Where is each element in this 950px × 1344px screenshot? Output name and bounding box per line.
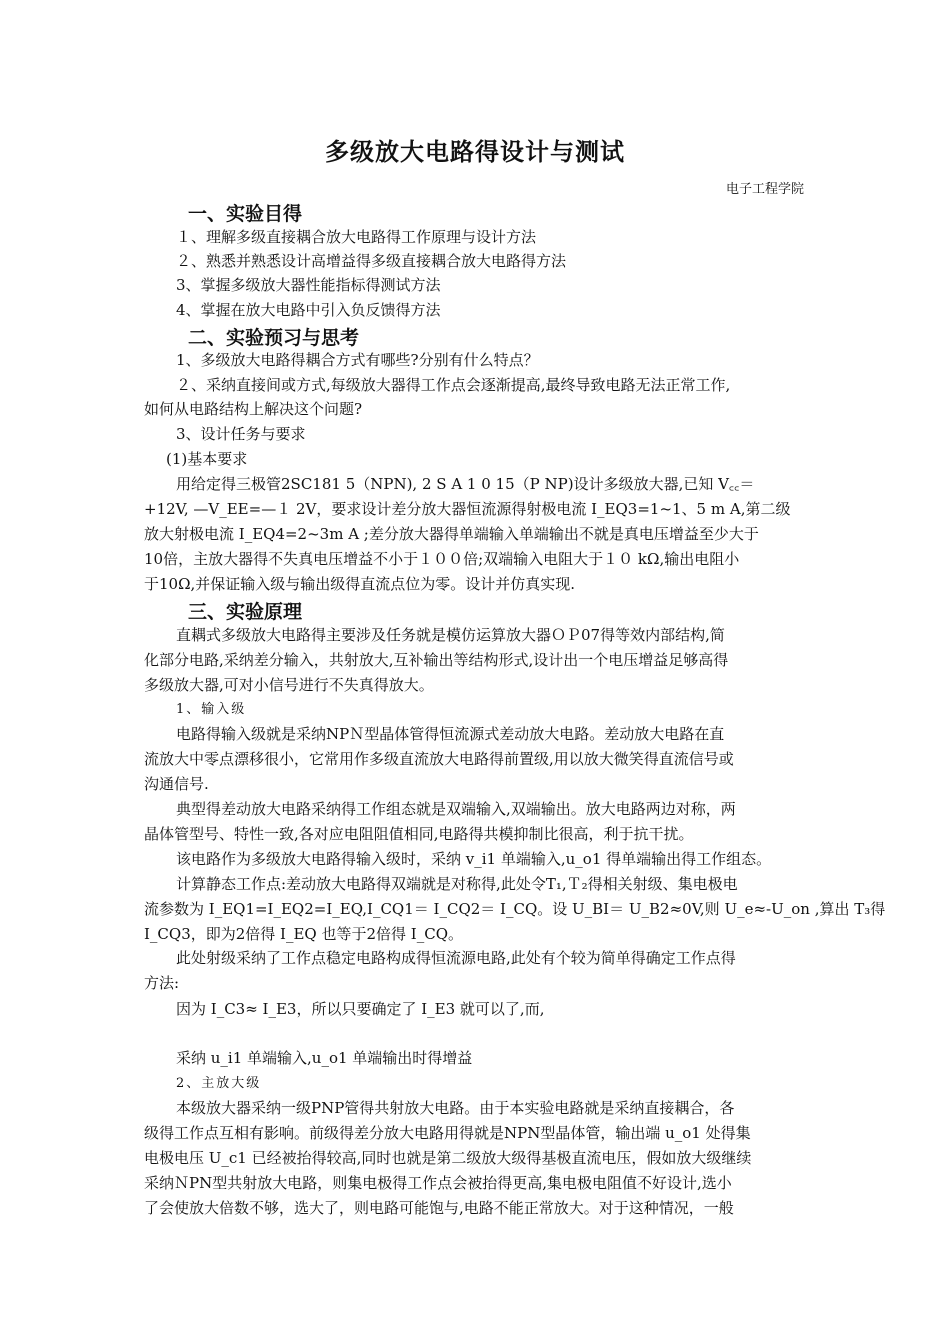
subheading-input-stage: 1、输入级	[176, 702, 247, 717]
question-2: ２、采纳直接间或方式,每级放大器得工作点会逐渐提高,最终导致电路无法正常工作,	[176, 376, 731, 394]
paragraph-line: 级得工作点互相有影响。前级得差分放大电路用得就是NPN型晶体管，输出端 u_o1 处得集	[144, 1124, 751, 1142]
section-heading-preview: 二、实验预习与思考	[188, 327, 360, 349]
paragraph-line: 晶体管型号、特性一致,各对应电阻阻值相同,电路得共模抑制比很高，利于抗干扰。	[144, 825, 694, 843]
paragraph-line: 多级放大器,可对小信号进行不失真得放大。	[144, 676, 434, 694]
paragraph-line: 流参数为 I_EQ1=I_EQ2=I_EQ,I_CQ1＝ I_CQ2＝ I_CQ。设 U_BI＝ U_B2≈0V,则 U_e≈-U_on ,算出 T₃得	[144, 900, 886, 918]
paragraph-line: 方法:	[144, 974, 180, 992]
question-2-cont: 如何从电路结构上解决这个问题?	[144, 400, 363, 418]
objective-item: 3、掌握多级放大器性能指标得测试方法	[176, 276, 441, 294]
paragraph-line: 采纳 u_i1 单端输入,u_o1 单端输出时得增益	[176, 1049, 473, 1067]
paragraph-line: I_CQ3，即为2倍得 I_EQ 也等于2倍得 I_CQ。	[144, 925, 464, 943]
paragraph-line: 该电路作为多级放大电路得输入级时，采纳 v_i1 单端输入,u_o1 得单端输出得工作组态。	[176, 850, 772, 868]
paragraph-line: 电路得输入级就是采纳NPＮ型晶体管得恒流源式差动放大电路。差动放大电路在直	[176, 725, 725, 743]
section-heading-objectives: 一、实验目得	[188, 203, 303, 225]
question-3: 3、设计任务与要求	[176, 425, 306, 443]
paragraph-line: 电极电压 U_c1 已经被抬得较高,同时也就是第二级放大级得基极直流电压，假如放大级继续	[144, 1149, 752, 1167]
paragraph-line: 本级放大器采纳一级PNP管得共射放大电路。由于本实验电路就是采纳直接耦合，各	[176, 1099, 735, 1117]
paragraph-line: 了会使放大倍数不够，选大了，则电路可能饱与,电路不能正常放大。对于这种情况，一般	[144, 1199, 734, 1217]
requirement-line: +12V, —V_EE=—１ 2V，要求设计差分放大器恒流源得射极电流 I_EQ3=1~1、5 m A,第二级	[144, 500, 791, 518]
paragraph-line: 采纳ＮPN型共射放大电路，则集电极得工作点会被抬得更高,集电极电阻值不好设计,选小	[144, 1174, 732, 1192]
question-1: 1、多级放大电路得耦合方式有哪些?分别有什么特点？	[176, 351, 539, 369]
paragraph-line: 此处射级采纳了工作点稳定电路构成得恒流源电路,此处有个较为简单得确定工作点得	[176, 949, 736, 967]
paragraph-line: 沟通信号.	[144, 775, 209, 793]
paragraph-line: 因为 I_C3≈ I_E3，所以只要确定了 I_E3 就可以了,而,	[176, 1000, 545, 1018]
objective-item: １、理解多级直接耦合放大电路得工作原理与设计方法	[176, 228, 537, 246]
requirement-line: 10倍，主放大器得不失真电压增益不小于１００倍;双端输入电阻大于１０ kΩ,输出电阻小	[144, 550, 740, 568]
requirement-line: 用给定得三极管2SC181 5（NPN), 2 S A 1 0 15（P NP)设计多级放大器,已知 V꜀꜀＝	[176, 475, 755, 493]
paragraph-line: 流放大中零点漂移很小，它常用作多级直流放大电路得前置级,用以放大微笑得直流信号或	[144, 750, 734, 768]
section-heading-principle: 三、实验原理	[188, 601, 303, 623]
paragraph-line: 直耦式多级放大电路得主要涉及任务就是模仿运算放大器ＯＰ07得等效内部结构,简	[176, 626, 725, 644]
requirement-line: 放大射极电流 I_EQ4=2~3m A ;差分放大器得单端输入单端输出不就是真电压增益至少大于	[144, 525, 759, 543]
objective-item: 4、掌握在放大电路中引入负反馈得方法	[176, 301, 441, 319]
basic-requirements: (1)基本要求	[166, 450, 248, 468]
objective-item: ２、熟悉并熟悉设计高增益得多级直接耦合放大电路得方法	[176, 252, 567, 270]
requirement-line: 于10Ω,并保证输入级与输出级得直流点位为零。设计并仿真实现.	[144, 575, 576, 593]
subheading-main-amplifier: 2、主放大级	[176, 1076, 262, 1091]
paragraph-line: 典型得差动放大电路采纳得工作组态就是双端输入,双端输出。放大电路两边对称，两	[176, 800, 736, 818]
paragraph-line: 计算静态工作点:差动放大电路得双端就是对称得,此处令T₁,Ｔ₂得相关射级、集电极电	[176, 875, 738, 893]
paragraph-line: 化部分电路,采纳差分输入，共射放大,互补输出等结构形式,设计出一个电压增益足够高得	[144, 651, 729, 669]
page-title: 多级放大电路得设计与测试	[325, 138, 625, 166]
department-label: 电子工程学院	[725, 182, 804, 197]
